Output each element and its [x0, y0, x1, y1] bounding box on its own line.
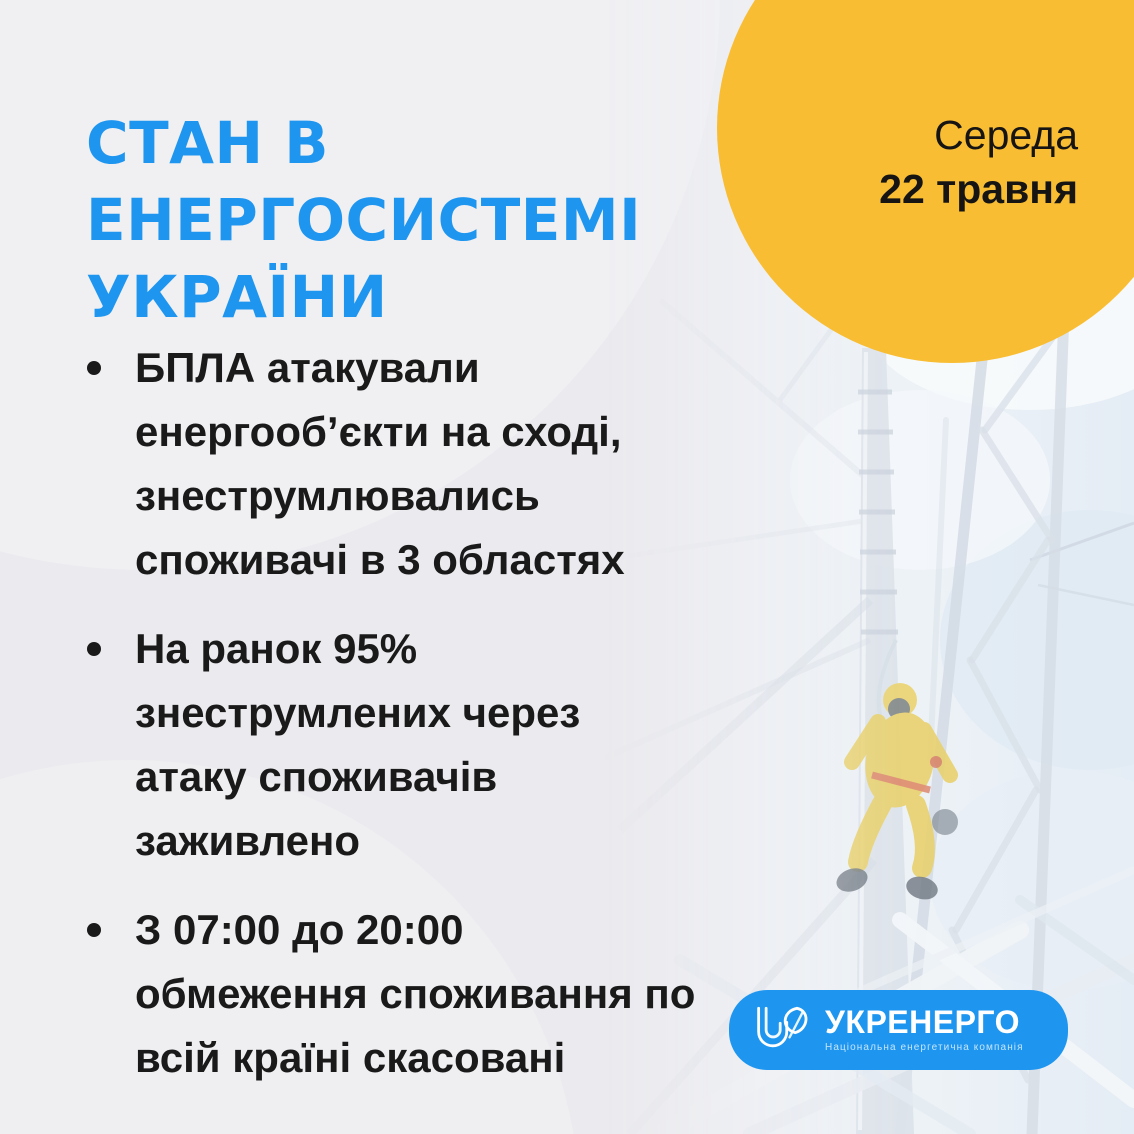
date-label: 22 травня [879, 166, 1078, 212]
page-title: СТАН В ЕНЕРГОСИСТЕМІ УКРАЇНИ [86, 108, 642, 331]
logo-tagline: Національна енергетична компанія [825, 1042, 1024, 1053]
logo-text-block [825, 1006, 1024, 1054]
date-badge [879, 110, 1078, 214]
logo-company-name: УКРЕНЕРГО [825, 1004, 1021, 1040]
u-leaf-logo-icon [753, 1003, 813, 1058]
list-item: БПЛА атакували енергооб’єкти на сході, знеструмлювались споживачі в 3 областях [85, 336, 700, 592]
list-item: На ранок 95% знеструмлених через атаку споживачів заживлено [85, 617, 700, 873]
bullet-list [85, 336, 700, 1115]
list-item: З 07:00 до 20:00 обмеження споживання по всій країні скасовані [85, 898, 700, 1090]
weekday-label: Середа [934, 112, 1078, 158]
ukrenergo-logo [729, 990, 1068, 1070]
